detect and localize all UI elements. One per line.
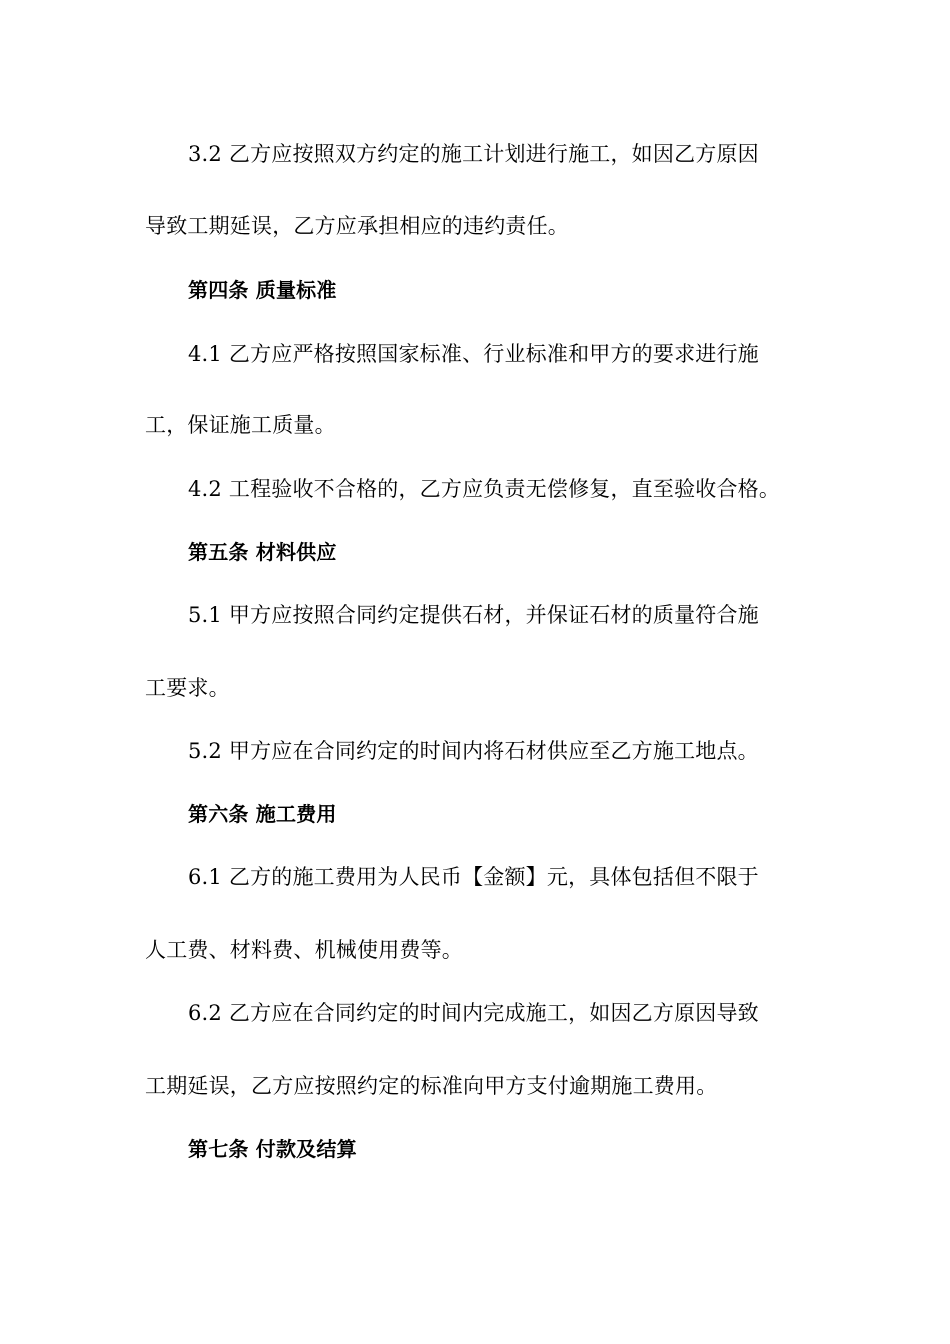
clause-5-1-line-1: 5.1 甲方应按照合同约定提供石材，并保证石材的质量符合施 bbox=[188, 603, 759, 627]
clause-4-1-line-1: 4.1 乙方应严格按照国家标准、行业标准和甲方的要求进行施 bbox=[188, 342, 759, 366]
clause-6-1-line-2: 人工费、材料费、机械使用费等。 bbox=[145, 938, 463, 962]
section-heading-5: 第五条 材料供应 bbox=[188, 540, 337, 564]
clause-6-1-line-1: 6.1 乙方的施工费用为人民币【金额】元，具体包括但不限于 bbox=[188, 865, 759, 889]
clause-5-2-line-1: 5.2 甲方应在合同约定的时间内将石材供应至乙方施工地点。 bbox=[188, 739, 759, 763]
clause-6-2-line-2: 工期延误，乙方应按照约定的标准向甲方支付逾期施工费用。 bbox=[145, 1074, 718, 1098]
clause-3-2-line-1: 3.2 乙方应按照双方约定的施工计划进行施工，如因乙方原因 bbox=[188, 142, 759, 166]
section-heading-4: 第四条 质量标准 bbox=[188, 278, 337, 302]
clause-6-2-line-1: 6.2 乙方应在合同约定的时间内完成施工，如因乙方原因导致 bbox=[188, 1001, 759, 1025]
clause-3-2-line-2: 导致工期延误，乙方应承担相应的违约责任。 bbox=[145, 214, 569, 238]
section-heading-7: 第七条 付款及结算 bbox=[188, 1137, 357, 1161]
clause-4-1-line-2: 工，保证施工质量。 bbox=[145, 413, 336, 437]
section-heading-6: 第六条 施工费用 bbox=[188, 802, 337, 826]
clause-5-1-line-2: 工要求。 bbox=[145, 676, 230, 700]
clause-4-2-line-1: 4.2 工程验收不合格的，乙方应负责无偿修复，直至验收合格。 bbox=[188, 477, 781, 501]
